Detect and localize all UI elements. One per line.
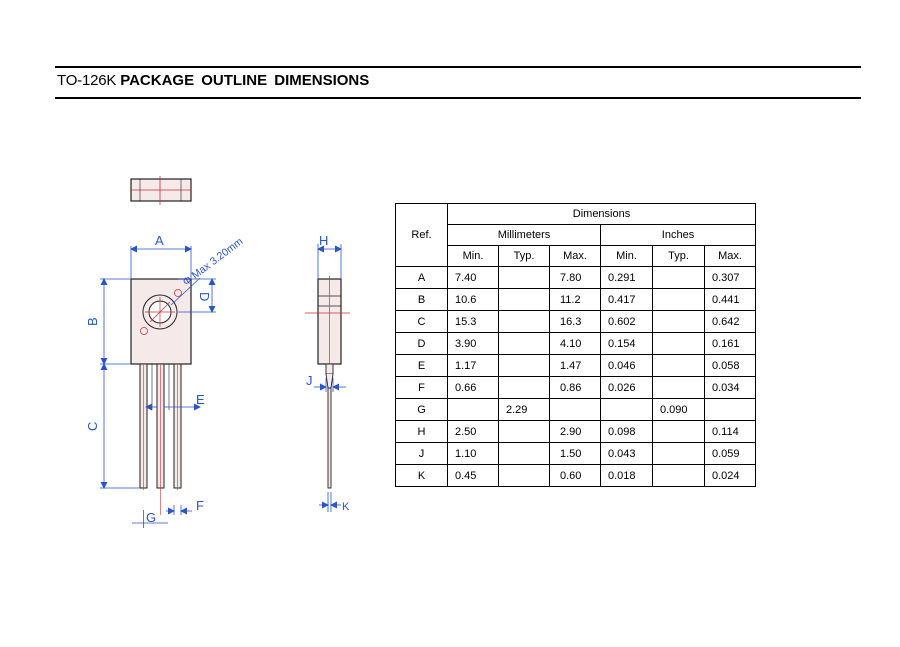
dimensions-header: Dimensions <box>448 204 756 225</box>
mm-typ-cell <box>499 267 550 289</box>
label-G: G <box>146 510 157 525</box>
ref-cell: E <box>396 355 448 377</box>
front-view <box>131 278 200 515</box>
label-E: E <box>196 392 205 407</box>
in-min-cell <box>601 399 653 421</box>
ref-cell: C <box>396 311 448 333</box>
hole-diameter-note: Φ Max 3.20mm <box>180 235 246 289</box>
mm-typ-header: Typ. <box>499 246 550 267</box>
inches-header: Inches <box>601 225 756 246</box>
in-typ-cell <box>653 333 705 355</box>
in-max-header: Max. <box>705 246 756 267</box>
in-min-cell: 0.018 <box>601 465 653 487</box>
mm-min-cell: 1.17 <box>448 355 499 377</box>
in-max-cell: 0.441 <box>705 289 756 311</box>
label-B: B <box>85 317 100 326</box>
mm-min-cell: 0.66 <box>448 377 499 399</box>
mm-max-cell: 11.2 <box>550 289 601 311</box>
mm-max-cell: 2.90 <box>550 421 601 443</box>
in-max-cell: 0.034 <box>705 377 756 399</box>
mm-min-cell: 10.6 <box>448 289 499 311</box>
table-row <box>396 267 756 289</box>
in-min-cell: 0.046 <box>601 355 653 377</box>
in-max-cell <box>705 399 756 421</box>
ref-header: Ref. <box>396 204 448 267</box>
mm-max-cell: 0.86 <box>550 377 601 399</box>
ref-cell: G <box>396 399 448 421</box>
in-typ-cell <box>653 421 705 443</box>
in-min-cell: 0.043 <box>601 443 653 465</box>
table-row <box>396 399 756 421</box>
mm-min-cell: 3.90 <box>448 333 499 355</box>
in-max-cell: 0.058 <box>705 355 756 377</box>
in-max-cell: 0.059 <box>705 443 756 465</box>
ref-cell: A <box>396 267 448 289</box>
in-max-cell: 0.024 <box>705 465 756 487</box>
mm-max-header: Max. <box>550 246 601 267</box>
mm-min-cell: 1.10 <box>448 443 499 465</box>
label-A: A <box>155 233 164 248</box>
table-row <box>396 355 756 377</box>
table-row <box>396 443 756 465</box>
mm-typ-cell <box>499 333 550 355</box>
mm-max-cell: 0.60 <box>550 465 601 487</box>
ref-cell: F <box>396 377 448 399</box>
in-typ-header: Typ. <box>653 246 705 267</box>
in-typ-cell <box>653 311 705 333</box>
label-D: D <box>197 292 212 302</box>
mm-typ-cell <box>499 465 550 487</box>
in-min-cell: 0.026 <box>601 377 653 399</box>
mm-min-cell: 2.50 <box>448 421 499 443</box>
millimeters-header: Millimeters <box>448 225 601 246</box>
mm-max-cell: 16.3 <box>550 311 601 333</box>
mm-typ-cell: 2.29 <box>499 399 550 421</box>
in-min-cell: 0.098 <box>601 421 653 443</box>
in-min-cell: 0.291 <box>601 267 653 289</box>
in-min-cell: 0.154 <box>601 333 653 355</box>
mm-min-cell: 7.40 <box>448 267 499 289</box>
table-row <box>396 289 756 311</box>
title-text: PACKAGE OUTLINE DIMENSIONS <box>120 72 370 89</box>
table-row <box>396 377 756 399</box>
mm-min-cell: 0.45 <box>448 465 499 487</box>
ref-cell: J <box>396 443 448 465</box>
in-min-cell: 0.602 <box>601 311 653 333</box>
in-max-cell: 0.642 <box>705 311 756 333</box>
ref-cell: D <box>396 333 448 355</box>
ref-cell: K <box>396 465 448 487</box>
ref-cell: B <box>396 289 448 311</box>
mm-max-cell: 1.50 <box>550 443 601 465</box>
in-typ-cell <box>653 465 705 487</box>
in-typ-cell <box>653 289 705 311</box>
label-H: H <box>319 233 329 248</box>
in-min-header: Min. <box>601 246 653 267</box>
label-F: F <box>196 498 204 513</box>
in-max-cell: 0.307 <box>705 267 756 289</box>
in-max-cell: 0.161 <box>705 333 756 355</box>
mm-typ-cell <box>499 377 550 399</box>
mm-max-cell <box>550 399 601 421</box>
in-typ-cell: 0.090 <box>653 399 705 421</box>
dimensions-table <box>395 203 756 487</box>
mm-min-header: Min. <box>448 246 499 267</box>
mm-max-cell: 7.80 <box>550 267 601 289</box>
in-typ-cell <box>653 443 705 465</box>
in-typ-cell <box>653 377 705 399</box>
in-typ-cell <box>653 355 705 377</box>
mm-min-cell <box>448 399 499 421</box>
mm-max-cell: 4.10 <box>550 333 601 355</box>
top-view <box>131 176 191 205</box>
dimension-labels <box>85 233 350 525</box>
label-C: C <box>85 421 100 431</box>
table-row <box>396 465 756 487</box>
mm-min-cell: 15.3 <box>448 311 499 333</box>
table-row <box>396 333 756 355</box>
package-name: TO-126K <box>57 72 117 89</box>
mm-typ-cell <box>499 355 550 377</box>
label-K: K <box>342 501 350 513</box>
ref-cell: H <box>396 421 448 443</box>
mm-typ-cell <box>499 289 550 311</box>
in-typ-cell <box>653 267 705 289</box>
label-J: J <box>306 373 313 388</box>
mm-max-cell: 1.47 <box>550 355 601 377</box>
mm-typ-cell <box>499 443 550 465</box>
table-row <box>396 421 756 443</box>
mm-typ-cell <box>499 421 550 443</box>
in-min-cell: 0.417 <box>601 289 653 311</box>
mm-typ-cell <box>499 311 550 333</box>
table-row <box>396 311 756 333</box>
in-max-cell: 0.114 <box>705 421 756 443</box>
